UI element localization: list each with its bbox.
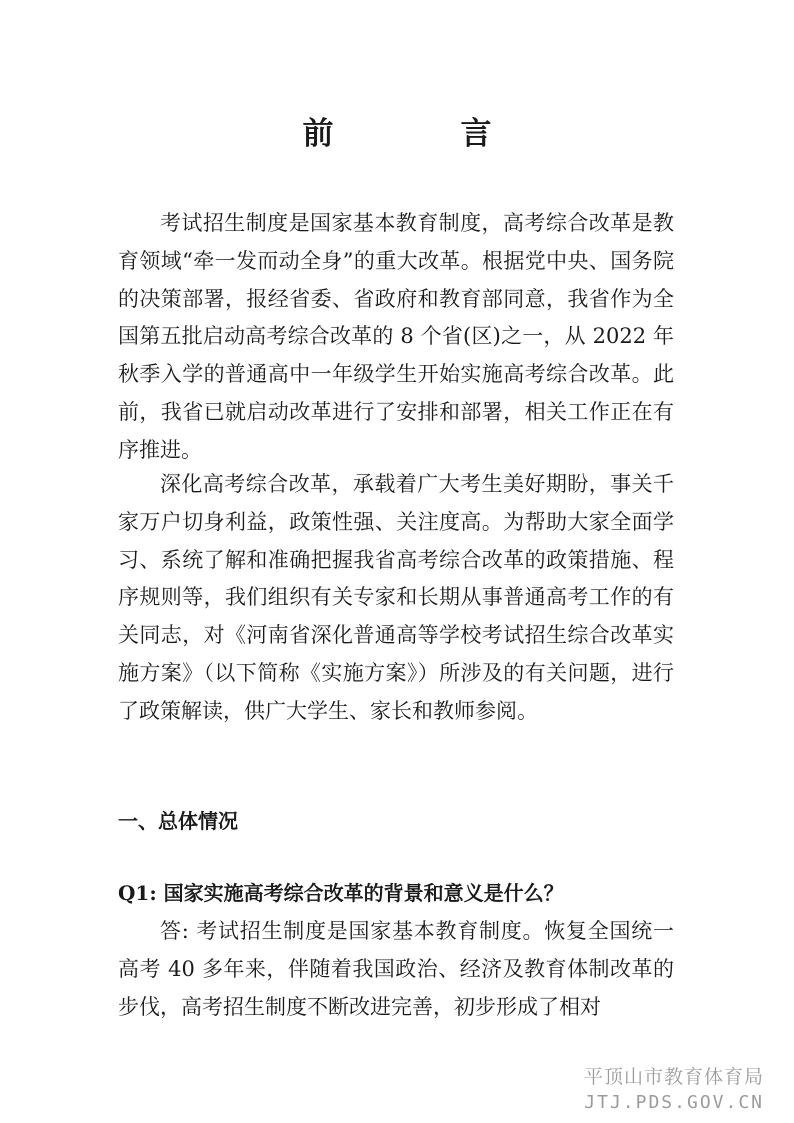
watermark-url: JTJ.PDS.GOV.CN xyxy=(584,1092,764,1113)
question-q1: Q1: 国家实施高考综合改革的背景和意义是什么？ xyxy=(118,881,564,905)
site-watermark xyxy=(584,1064,764,1116)
page-title: 前 言 xyxy=(302,116,540,152)
intro-paragraph-2: 深化高考综合改革，承载着广大考生美好期盼，事关千家万户切身利益，政策性强、关注度高。为帮助大家全面学习、系统了解和准确把握我省高考综合改革的政策措施、程序规则等，我们组织有关专家和长期从事普通高考工作的有关同志，对《河南省深化普通高等学校考试招生综合改革实施方案》（以下简称《实施方案》）所涉及的有关问题，进行了政策解读，供广大学生、家长和教师参阅。 xyxy=(118,472,674,723)
answer-q1: 答: 考试招生制度是国家基本教育制度。恢复全国统一高考 40 多年来，伴随着我国政治、经济及教育体制改革的步伐，高考招生制度不断改进完善，初步形成了相对 xyxy=(118,919,674,1019)
section-heading-overview: 一、总体情况 xyxy=(118,809,238,833)
intro-paragraph-1: 考试招生制度是国家基本教育制度，高考综合改革是教育领域“牵一发而动全身”的重大改革。根据党中央、国务院的决策部署，报经省委、省政府和教育部同意，我省作为全国第五批启动高考综合改革的 8 个省(区)之一，从 2022 年秋季入学的普通高中一年级学生开始实施高考综合改革。此前，我省已就启动改革进行了安排和部署，相关工作正在有序推进。 xyxy=(118,211,674,462)
watermark-org-name: 平顶山市教育体育局 xyxy=(583,1066,764,1088)
